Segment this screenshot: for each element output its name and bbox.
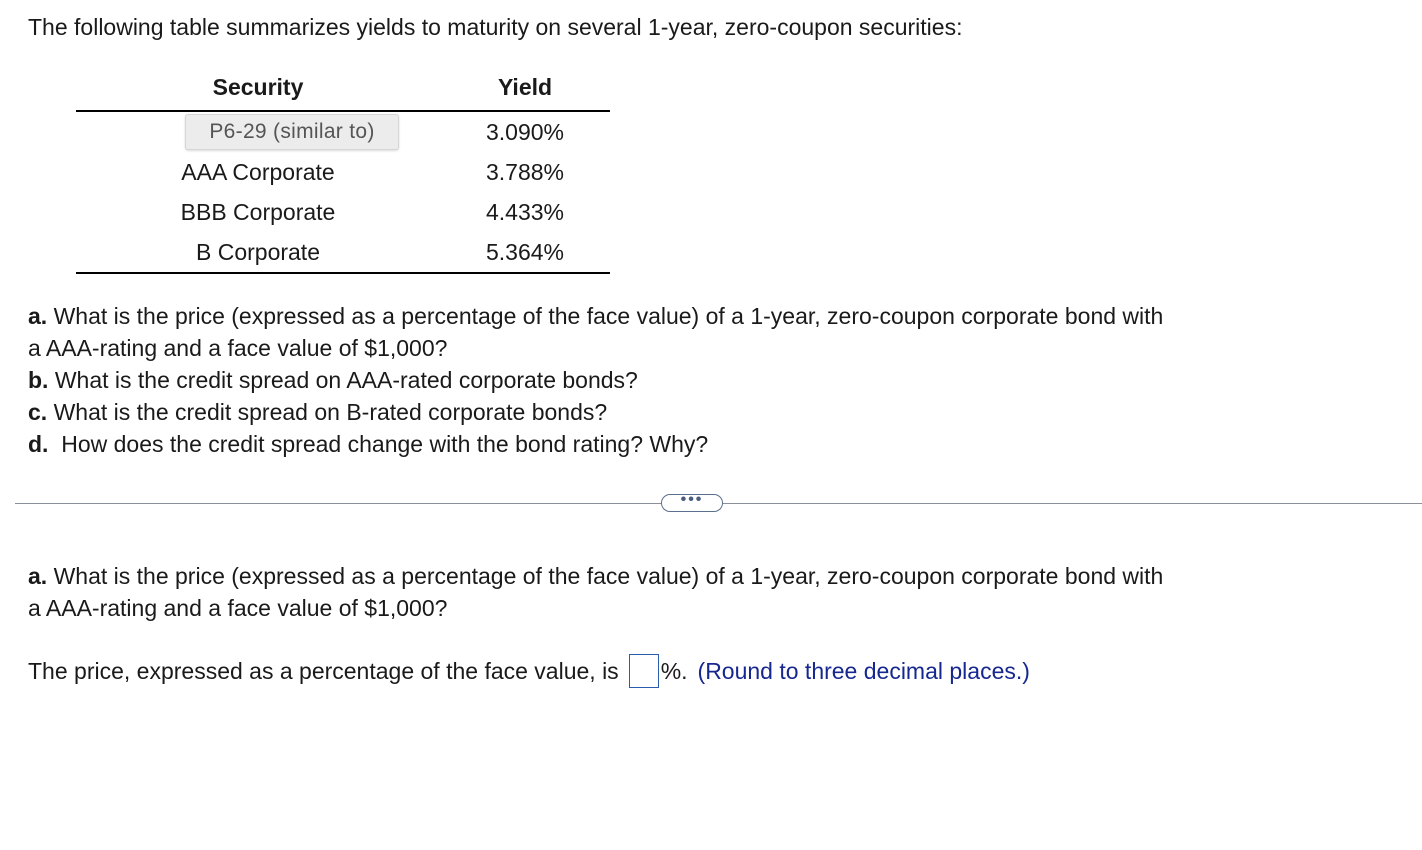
table-row [76, 192, 610, 232]
rounding-hint: (Round to three decimal places.) [697, 658, 1030, 684]
yield-column-header: Yield [497, 74, 553, 100]
table-row [76, 152, 610, 192]
part-a-line-1 [28, 560, 1163, 592]
yield-cell: 3.090% [485, 119, 564, 145]
table-bottom-rule [76, 272, 610, 274]
yield-cell: 4.433% [485, 199, 564, 225]
part-a-prompt [28, 560, 1163, 624]
security-cell: BBB Corporate [180, 199, 336, 225]
expand-more-button[interactable]: ••• [661, 494, 723, 512]
yield-cell: 3.788% [485, 159, 564, 185]
problem-id-tooltip: P6-29 (similar to) [185, 114, 399, 150]
security-cell: AAA Corporate [181, 159, 335, 185]
question-c-label: c. [28, 399, 48, 425]
table-row [76, 112, 610, 152]
question-c [28, 396, 1163, 428]
question-d-text: How does the credit spread change with the bond rating? Why? [48, 431, 709, 457]
question-d-label: d. [28, 431, 49, 457]
question-c-text: What is the credit spread on B-rated corporate bonds? [47, 399, 608, 425]
question-a [28, 300, 1163, 332]
question-a-label: a. [28, 303, 48, 329]
table-header [76, 72, 610, 112]
question-a-text: What is the price (expressed as a percentage of the face value) of a 1-year, zero-coupon corporate bond with [47, 303, 1164, 329]
question-b-label: b. [28, 367, 49, 393]
answer-line [28, 653, 1030, 689]
table-row [76, 232, 610, 272]
answer-suffix: %. [660, 658, 688, 684]
part-a-label: a. [28, 563, 48, 589]
answer-prefix: The price, expressed as a percentage of the face value, is [28, 658, 619, 684]
answer-input[interactable] [629, 654, 659, 688]
part-a-text: What is the price (expressed as a percentage of the face value) of a 1-year, zero-coupon corporate bond with [47, 563, 1164, 589]
question-d [28, 428, 1163, 460]
question-b [28, 364, 1163, 396]
security-column-header: Security [212, 74, 304, 100]
part-a-line-2: a AAA-rating and a face value of $1,000? [28, 595, 448, 621]
question-b-text: What is the credit spread on AAA-rated corporate bonds? [48, 367, 638, 393]
yield-table [76, 72, 610, 274]
question-a-continued: a AAA-rating and a face value of $1,000? [28, 335, 448, 361]
security-cell: B Corporate [195, 239, 320, 265]
problem-intro: The following table summarizes yields to maturity on several 1-year, zero-coupon securities: [28, 14, 963, 40]
question-list [28, 300, 1163, 460]
yield-cell: 5.364% [485, 239, 564, 265]
